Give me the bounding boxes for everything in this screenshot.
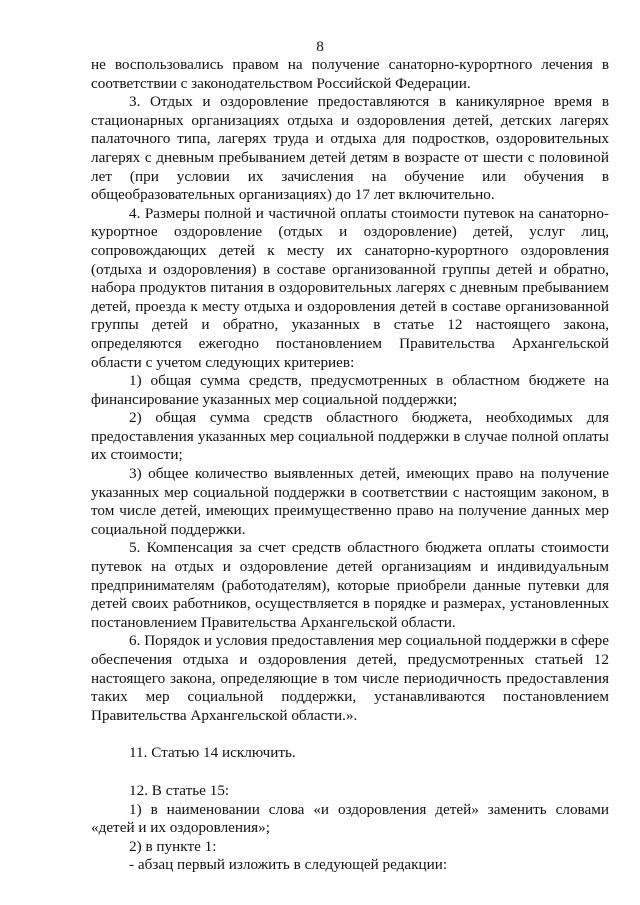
document-body (91, 56, 609, 875)
paragraph-item-3: 3. Отдых и оздоровление предоставляются в каникулярное время в стационарных организациях отдыха и оздоровления детей, детских лагерях палаточного типа, лагерях труда и отдыха для подростков, оздоровительных лагерях с дневным пребыванием детей детям в возрасте от шести с половиной лет (при условии их зачисления на обучение или обучения в общеобразовательных организациях) до 17 лет включительно. (91, 93, 609, 204)
criterion-3: 3) общее количество выявленных детей, имеющих право на получение указанных мер социальной поддержки в соответствии с настоящим законом, в том числе детей, имеющих преимущественно право на получение данных мер социальной поддержки. (91, 465, 609, 538)
spacer (91, 763, 609, 782)
amendment-11: 11. Статью 14 исключить. (129, 744, 296, 762)
paragraph-item-6: 6. Порядок и условия предоставления мер социальной поддержки в сфере обеспечения отдыха и оздоровления детей, предусмотренных статьей 12 настоящего закона, определяющие в том числе периодичность предоставления таких мер социальной поддержки, устанавливаются постановлением Правительства Архангельской области.». (91, 632, 609, 724)
page-number: 8 (316, 38, 324, 55)
amendment-12-sub-2-clause: - абзац первый изложить в следующей редакции: (129, 856, 448, 874)
amendment-12-sub-2: 2) в пункте 1: (129, 837, 217, 855)
paragraph-item-5: 5. Компенсация за счет средств областного бюджета оплаты стоимости путевок на отдых и оздоровление детей организациям и индивидуальным предпринимателям (работодателям), которые приобрели данные путевки для детей своих работников, осуществляется в порядке и размерах, установленных постановлением Правительства Архангельской области. (91, 539, 609, 631)
paragraph-item-4: 4. Размеры полной и частичной оплаты стоимости путевок на санаторно-курортное оздоровление (отдых и оздоровление) детей, услуг лиц, сопровождающих детей к месту их санаторно-курортного оздоровления (отдыха и оздоровления) в составе организованной группы детей и обратно, набора продуктов питания в оздоровительных лагерях с дневным пребыванием детей, проезда к месту отдыха и оздоровления детей в составе организованной группы детей и обратно, указанных в статье 12 настоящего закона, определяются ежегодно постановлением Правительства Архангельской области с учетом следующих критериев: (91, 204, 609, 371)
criterion-2: 2) общая сумма средств областного бюджета, необходимых для предоставления указанных мер социальной поддержки в случае полной оплаты их стоимости; (91, 409, 609, 464)
spacer (91, 725, 609, 744)
criterion-1: 1) общая сумма средств, предусмотренных в областном бюджете на финансирование указанных мер социальной поддержки; (91, 372, 609, 408)
paragraph-continuation: не воспользовались правом на получение санаторно-курортного лечения в соответствии с законодательством Российской Федерации. (91, 56, 609, 92)
amendment-12: 12. В статье 15: (129, 781, 230, 799)
amendment-12-sub-1: 1) в наименовании слова «и оздоровления детей» заменить словами «детей и их оздоровления»; (91, 800, 609, 837)
